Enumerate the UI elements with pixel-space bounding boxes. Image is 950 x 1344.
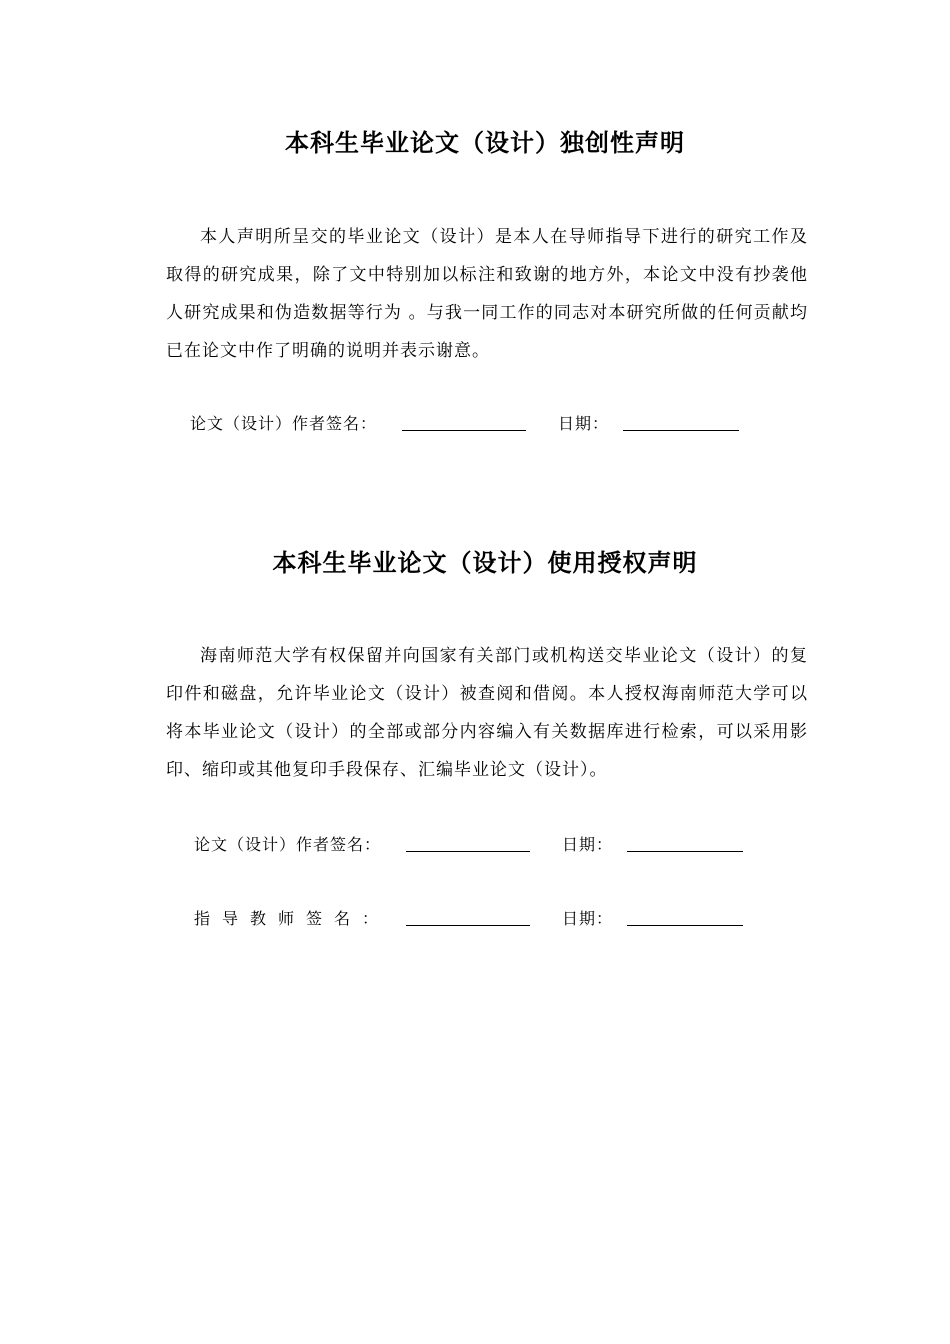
date-line: [627, 851, 743, 852]
advisor-signature-label: 指导教师签名：: [194, 909, 391, 928]
advisor-date-label: 日期：: [562, 909, 614, 928]
date-line: [623, 430, 739, 431]
authorization-body: 海南师范大学有权保留并向国家有关部门或机构送交毕业论文（设计）的复印件和磁盘，允许毕业论文（设计）被查阅和借阅。本人授权海南师范大学可以将本毕业论文（设计）的全部或部分内容编入有关数据库进行检索，可以采用影印、缩印或其他复印手段保存、汇编毕业论文（设计）。: [166, 646, 808, 780]
authorization-title: 本科生毕业论文（设计）使用授权声明: [272, 549, 698, 577]
advisor-signature-line: [406, 925, 530, 926]
author-signature-label: 论文（设计）作者签名：: [194, 835, 382, 854]
author-signature-line: [402, 430, 526, 431]
authorization-author-signature-row: [194, 832, 754, 856]
originality-signature-row: [190, 411, 750, 435]
originality-body: 本人声明所呈交的毕业论文（设计）是本人在导师指导下进行的研究工作及取得的研究成果，除了文中特别加以标注和致谢的地方外，本论文中没有抄袭他人研究成果和伪造数据等行为 。与我一同工作的同志对本研究所做的任何贡献均已在论文中作了明确的说明并表示谢意。: [166, 227, 808, 361]
date-label: 日期：: [558, 414, 610, 433]
date-label: 日期：: [562, 835, 614, 854]
originality-title: 本科生毕业论文（设计）独创性声明: [285, 129, 685, 157]
author-signature-label: 论文（设计）作者签名：: [190, 414, 378, 433]
advisor-signature-row: [194, 906, 754, 930]
author-signature-line: [406, 851, 530, 852]
advisor-date-line: [627, 925, 743, 926]
